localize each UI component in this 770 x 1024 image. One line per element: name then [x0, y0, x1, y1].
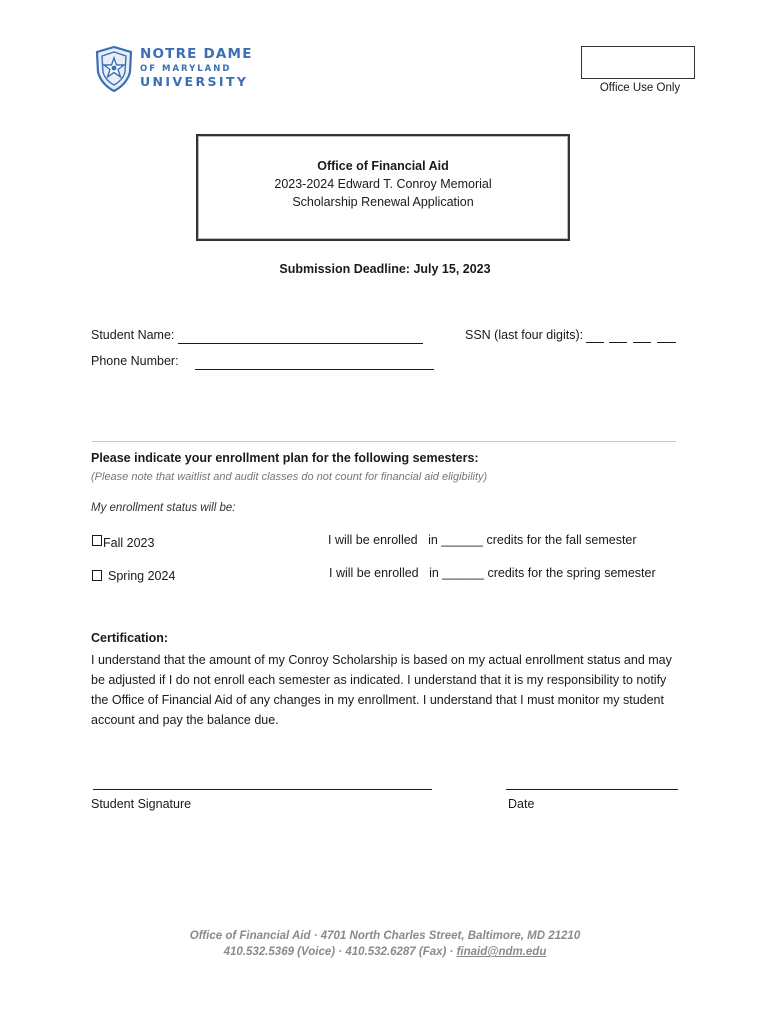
- logo-line-1: NOTRE DAME: [140, 46, 253, 62]
- footer-address: Office of Financial Aid · 4701 North Charles Street, Baltimore, MD 21210: [189, 930, 581, 942]
- title-box: [196, 134, 570, 241]
- footer-phone-fax: 410.532.5369 (Voice) · 410.532.6287 (Fax) ·: [223, 946, 457, 958]
- footer-contact: [0, 946, 770, 958]
- spring-credits-field[interactable]: ______: [442, 566, 484, 580]
- enrollment-note: (Please note that waitlist and audit classes do not count for financial aid eligibility): [91, 471, 488, 483]
- enrollment-status-label: My enrollment status will be:: [91, 502, 236, 514]
- logo-line-3: UNIVERSITY: [140, 74, 249, 89]
- student-signature-label: Student Signature: [91, 797, 192, 811]
- ssn-digit-2-field[interactable]: [609, 342, 627, 343]
- logo-line-2: OF MARYLAND: [140, 63, 232, 74]
- student-name-label: Student Name:: [91, 328, 175, 342]
- title-scholarship: 2023-2024 Edward T. Conroy Memorial: [274, 177, 492, 191]
- fall-2023-label: Fall 2023: [103, 536, 155, 550]
- spring-2024-label: Spring 2024: [108, 569, 176, 583]
- spring-enrolled-text: I will be enrolled in ______ credits for the spring semester: [329, 566, 656, 580]
- phone-label: Phone Number:: [91, 354, 179, 368]
- ssn-digit-3-field[interactable]: [633, 342, 651, 343]
- ssn-digit-1-field[interactable]: [586, 342, 604, 343]
- ssn-digit-4-field[interactable]: [657, 342, 676, 343]
- date-field[interactable]: [506, 789, 678, 790]
- university-shield-icon: [94, 46, 134, 92]
- section-divider: [92, 441, 676, 442]
- phone-number-field[interactable]: [195, 369, 434, 370]
- fall-enrolled-text: I will be enrolled in ______ credits for the fall semester: [328, 533, 637, 547]
- office-use-label: Office Use Only: [599, 82, 681, 94]
- student-signature-field[interactable]: [93, 789, 432, 790]
- office-use-box: [581, 46, 695, 79]
- footer-email-link[interactable]: finaid@ndm.edu: [456, 946, 547, 958]
- spring-2024-checkbox[interactable]: [92, 570, 102, 581]
- enrollment-heading: Please indicate your enrollment plan for the following semesters:: [91, 451, 479, 465]
- certification-heading: Certification:: [91, 631, 169, 645]
- date-label: Date: [508, 797, 535, 811]
- title-application: Scholarship Renewal Application: [292, 195, 474, 209]
- certification-text: I understand that the amount of my Conroy Scholarship is based on my actual enrollment status and may be adjusted if I do not enroll each semester as indicated. I understand that it is my responsibility to notify the Office of Financial Aid of any changes in my enrollment. I understand that I must monitor my student account and pay the balance due.: [91, 653, 672, 727]
- student-name-field[interactable]: [178, 343, 423, 344]
- fall-2023-checkbox[interactable]: [92, 535, 102, 546]
- ssn-label: SSN (last four digits):: [465, 328, 584, 342]
- title-office: Office of Financial Aid: [317, 159, 449, 173]
- submission-deadline: Submission Deadline: July 15, 2023: [279, 262, 491, 276]
- university-logo: [94, 44, 253, 94]
- fall-credits-field[interactable]: ______: [441, 533, 483, 547]
